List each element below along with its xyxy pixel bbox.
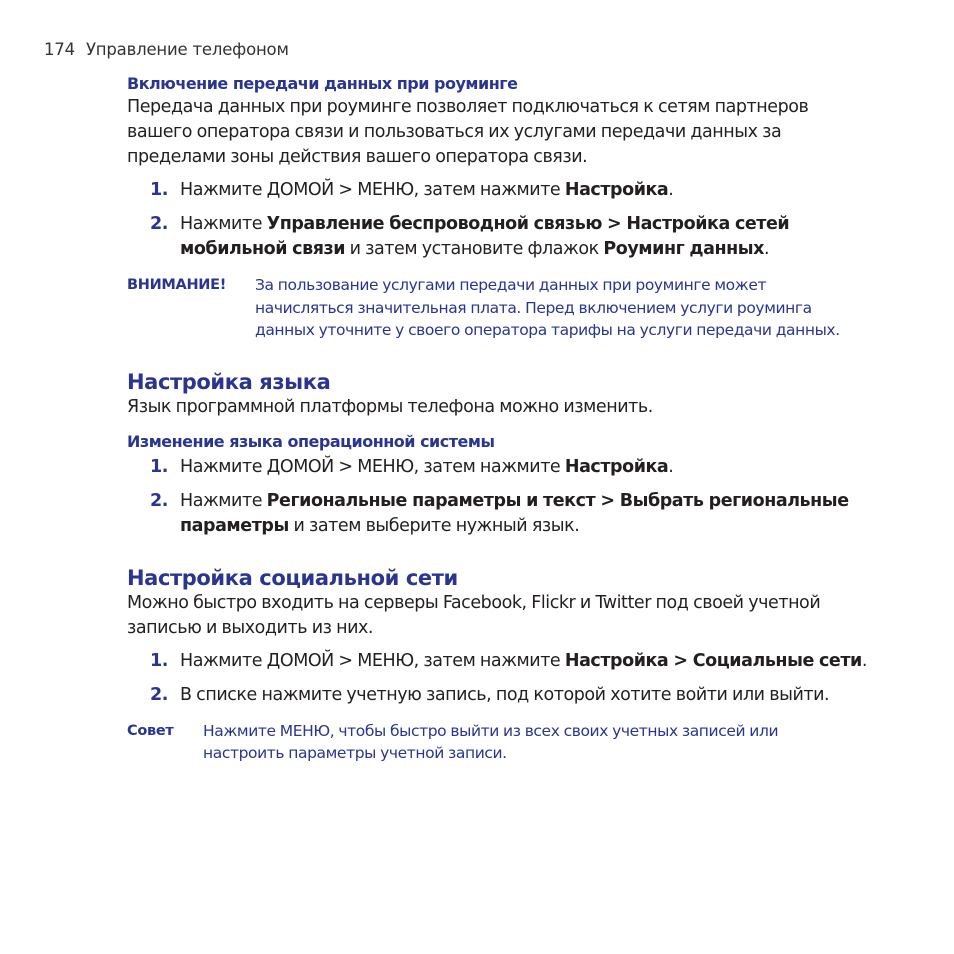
warning-label: ВНИМАНИЕ! <box>127 277 227 293</box>
step-bold-text: Роуминг данных <box>603 239 764 259</box>
step-number: 2. <box>150 490 168 511</box>
step-number: 1. <box>150 650 168 671</box>
step-text: Нажмите ДОМОЙ > МЕНЮ, затем нажмите <box>180 650 565 671</box>
step-text: Нажмите ДОМОЙ > МЕНЮ, затем нажмите <box>180 456 565 477</box>
step-bold-text: Настройка <box>564 180 669 200</box>
step-bold-text: Настройка > Социальные сети <box>564 650 862 671</box>
step-text: . <box>668 456 674 477</box>
social-steps <box>127 649 877 708</box>
step-number: 1. <box>150 180 168 200</box>
step-text: Нажмите <box>180 490 267 511</box>
roaming-intro: Передача данных при роуминге позволяет подключаться к сетям партнеров вашего оператора связи и пользоваться их услугами передачи данных за пределами зоны действия вашего оператора связи. <box>127 97 809 167</box>
step-text: В списке нажмите учетную запись, под которой хотите войти или выйти. <box>180 684 830 705</box>
step-text: Нажмите <box>180 214 267 234</box>
roaming-step-1 <box>127 178 877 203</box>
running-section-title: Управление телефоном <box>85 40 289 59</box>
tip-label: Совет <box>127 722 174 739</box>
roaming-steps <box>127 178 877 262</box>
step-bold-text: Региональные параметры и текст > Выбрать региональные параметры <box>180 490 849 536</box>
step-number: 2. <box>150 684 168 705</box>
roaming-heading: Включение передачи данных при роуминге <box>127 74 518 93</box>
warning-note <box>127 274 877 342</box>
language-intro: Язык программной платформы телефона можно изменить. <box>127 396 653 417</box>
step-bold-text: Настройка <box>564 456 669 477</box>
language-subheading: Изменение языка операционной системы <box>127 431 495 451</box>
page-header <box>44 40 289 59</box>
language-step-1 <box>127 455 877 480</box>
step-number: 2. <box>150 214 168 234</box>
step-bold-text: Управление беспроводной связью > Настройка сетей мобильной связи <box>180 214 790 259</box>
step-text: . <box>861 650 867 671</box>
step-text: и затем выберите нужный язык. <box>288 515 580 536</box>
roaming-step-2 <box>127 212 830 262</box>
language-step-2 <box>127 489 880 539</box>
tip-note <box>127 720 877 765</box>
social-heading: Настройка социальной сети <box>127 565 458 590</box>
step-number: 1. <box>150 456 168 477</box>
warning-text: За пользование услугами передачи данных при роуминге может начисляться значительная плата. Перед включением услуги роуминга данных уточните у своего оператора тарифы на услуги передачи данных. <box>255 276 840 339</box>
social-step-1 <box>127 649 877 674</box>
step-text: . <box>763 239 770 259</box>
step-text: Нажмите ДОМОЙ > МЕНЮ, затем нажмите <box>180 180 565 200</box>
step-text: . <box>668 180 674 200</box>
language-heading: Настройка языка <box>127 369 331 394</box>
page-number: 174 <box>44 40 75 59</box>
tip-text: Нажмите МЕНЮ, чтобы быстро выйти из всех своих учетных записей или настроить параметры учетной записи. <box>203 721 779 762</box>
step-text: и затем установите флажок <box>345 239 604 259</box>
language-steps <box>127 455 877 539</box>
page-content <box>127 72 877 765</box>
social-step-2 <box>127 683 877 708</box>
social-intro: Можно быстро входить на серверы Facebook, Flickr и Twitter под своей учетной записью и выходить из них. <box>127 592 821 638</box>
